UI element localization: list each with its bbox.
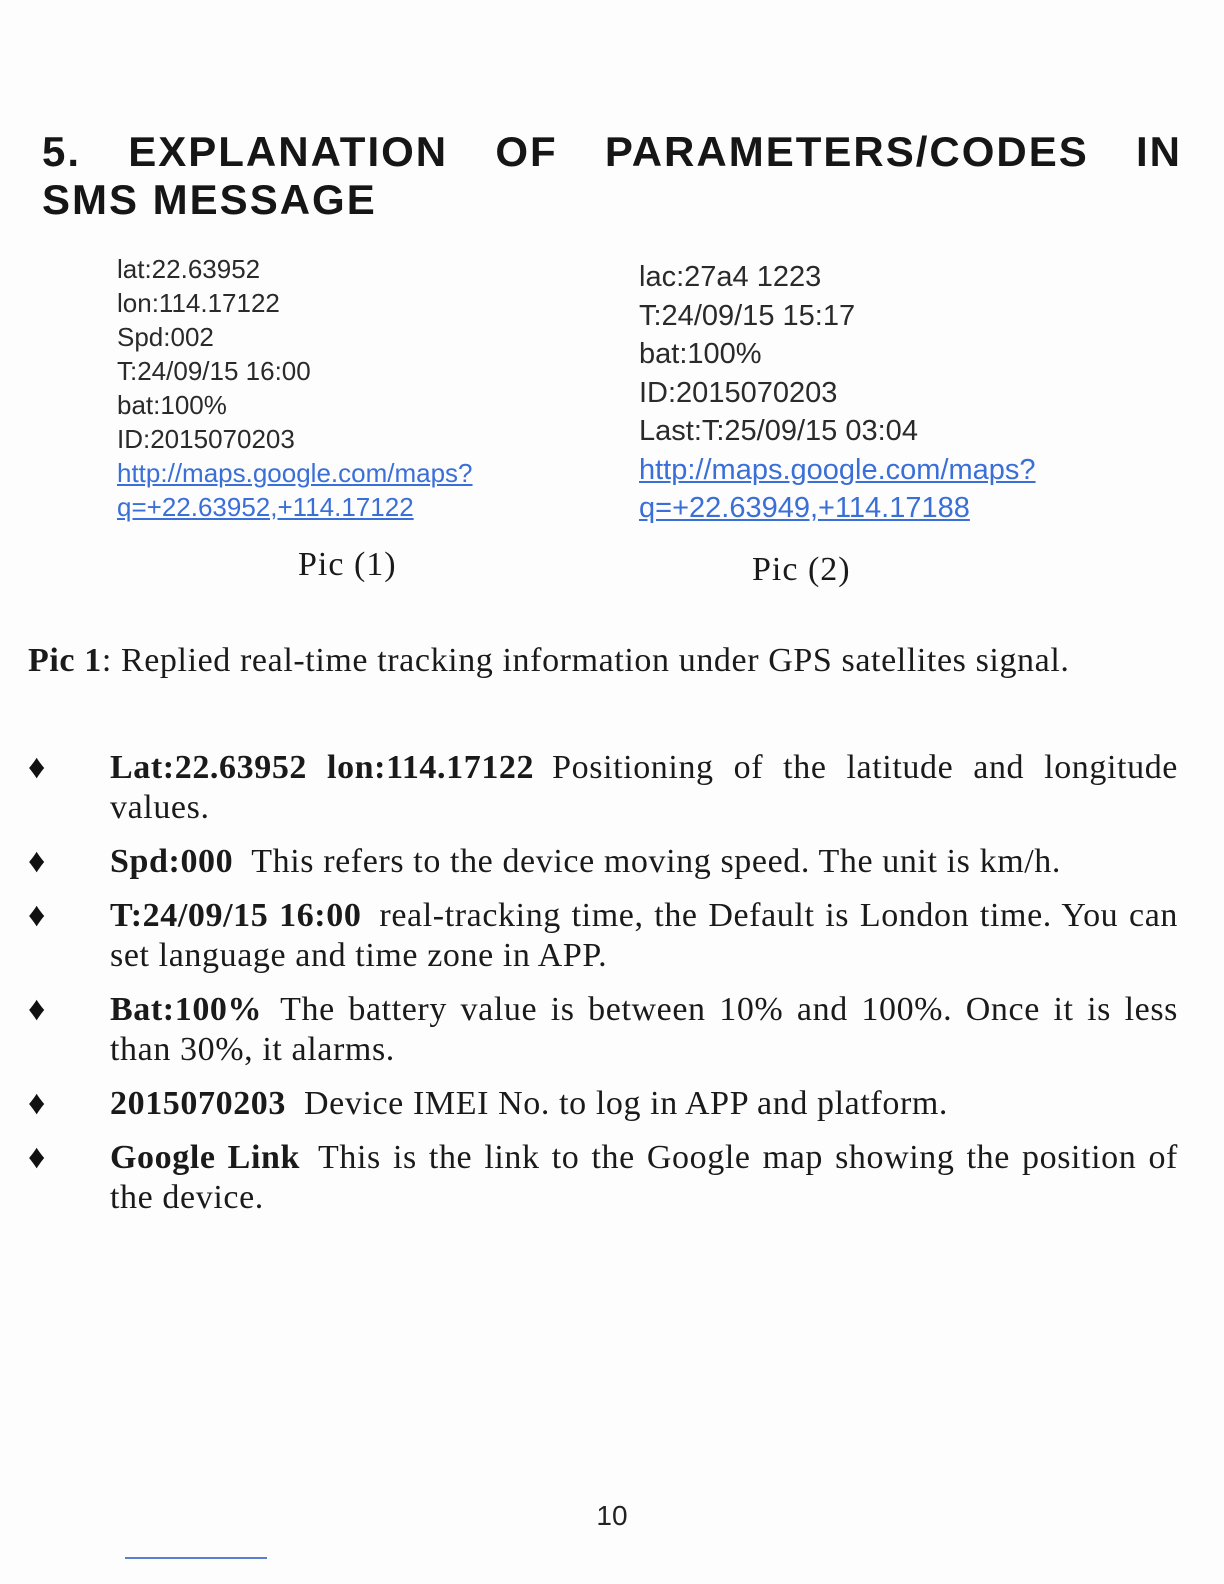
heading-line-2: SMS MESSAGE: [42, 176, 377, 223]
list-item: [28, 1138, 1178, 1218]
heading-word: 5.: [42, 128, 82, 175]
diamond-bullet-icon: ♦: [28, 991, 46, 1028]
sms-line: bat:100%: [639, 338, 762, 370]
parameter-key: Google Link: [110, 1139, 301, 1176]
caption-pic-1: Pic (1): [298, 546, 397, 583]
diamond-bullet-icon: ♦: [28, 1085, 46, 1122]
parameter-description: This refers to the device moving speed. The unit is km/h.: [251, 843, 1061, 880]
google-maps-link[interactable]: http://maps.google.com/maps?: [639, 453, 1036, 486]
caption-pic-2: Pic (2): [752, 551, 851, 588]
sms-line: lac:27a4 1223: [639, 261, 822, 293]
diamond-bullet-icon: ♦: [28, 749, 46, 786]
diamond-bullet-icon: ♦: [28, 897, 46, 934]
diamond-bullet-icon: ♦: [28, 1139, 46, 1176]
page-number: 10: [596, 1500, 628, 1531]
heading-word: OF: [495, 128, 558, 175]
sms-line: ID:2015070203: [639, 376, 838, 409]
parameter-key: Lat:22.63952 lon:114.17122: [110, 749, 535, 786]
sms-line: lon:114.17122: [117, 288, 280, 318]
section-heading: [42, 128, 1182, 224]
parameter-description: This is the link to the Google map showing the position of the device.: [110, 1139, 1178, 1216]
parameter-list: [28, 748, 1178, 1232]
parameter-description: Device IMEI No. to log in APP and platform.: [304, 1085, 949, 1122]
parameter-key: T:24/09/15 16:00: [110, 897, 362, 934]
heading-word: IN: [1135, 128, 1182, 175]
sms-line: T:24/09/15 16:00: [117, 356, 311, 386]
list-item: [28, 1084, 1178, 1124]
sms-line: lat:22.63952: [117, 254, 261, 284]
google-maps-link[interactable]: http://maps.google.com/maps?: [117, 458, 473, 488]
parameter-key: 2015070203: [110, 1085, 286, 1122]
list-item: [28, 896, 1178, 976]
heading-line-1: [42, 128, 1182, 176]
list-item: [28, 990, 1178, 1070]
intro-paragraph: [28, 640, 1178, 681]
parameter-description: Positioning of the latitude and longitude values.: [110, 749, 1178, 826]
list-item: [28, 748, 1178, 828]
sms-line: bat:100%: [117, 390, 227, 420]
sms-line: T:24/09/15 15:17: [639, 299, 856, 332]
google-maps-link-query[interactable]: q=+22.63949,+114.17188: [639, 492, 970, 524]
footer-divider: [125, 1557, 267, 1559]
sms-line: ID:2015070203: [117, 424, 295, 454]
heading-word: EXPLANATION: [128, 128, 449, 175]
diamond-bullet-icon: ♦: [28, 843, 46, 880]
list-item: [28, 842, 1178, 882]
sms-line: Last:T:25/09/15 03:04: [639, 415, 918, 447]
parameter-description: The battery value is between 10% and 100%. Once it is less than 30%, it alarms.: [110, 991, 1178, 1068]
heading-word: PARAMETERS/CODES: [604, 128, 1089, 175]
intro-label: Pic 1: [28, 642, 102, 679]
sms-message-pic-2: [639, 258, 1036, 528]
sms-message-pic-1: [117, 252, 473, 524]
sms-line: Spd:002: [117, 322, 214, 352]
intro-text: : Replied real-time tracking information under GPS satellites signal.: [101, 642, 1070, 679]
google-maps-link-query[interactable]: q=+22.63952,+114.17122: [117, 492, 414, 522]
parameter-key: Bat:100%: [110, 991, 263, 1028]
parameter-description: real-tracking time, the Default is London time. You can set language and time zone in APP.: [110, 897, 1178, 974]
parameter-key: Spd:000: [110, 843, 234, 880]
